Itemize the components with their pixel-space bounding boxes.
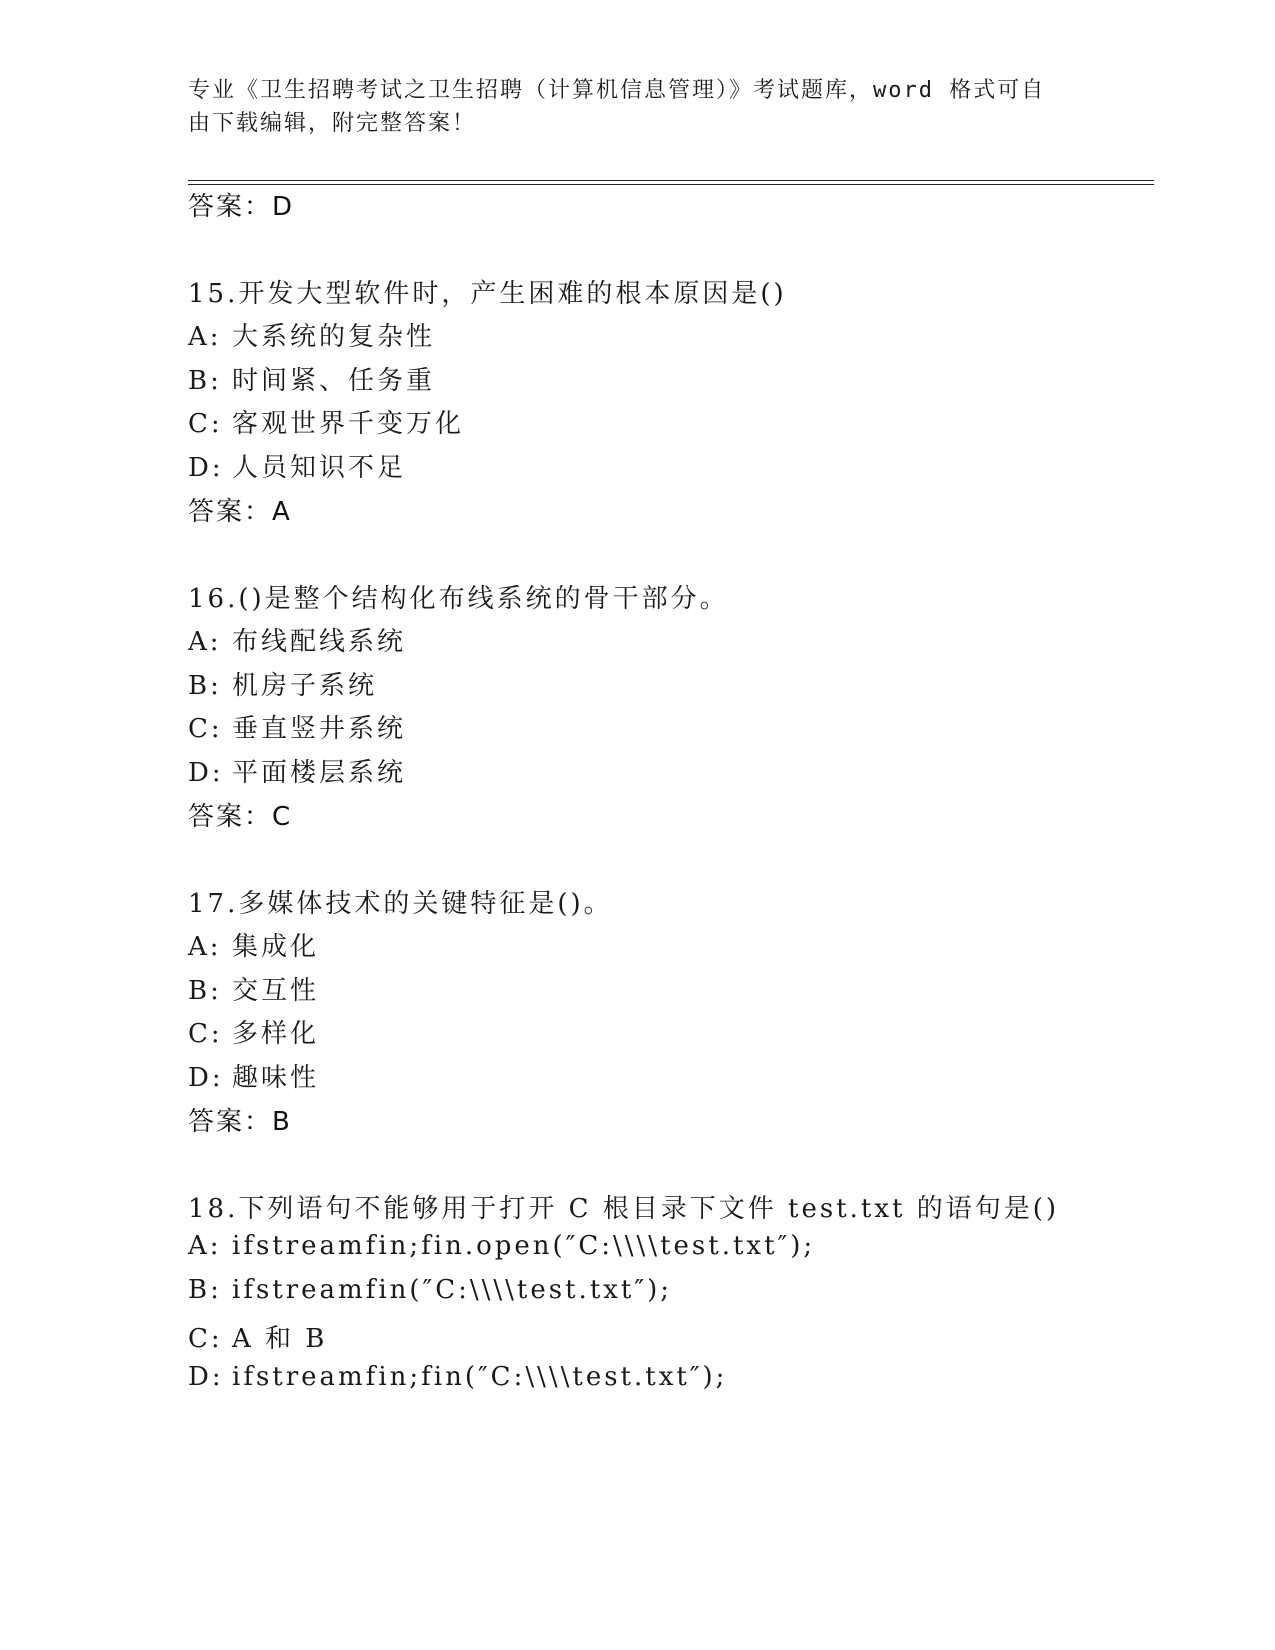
- question-17-option-d: [188, 1057, 319, 1094]
- option-text: ifstreamfin;fin.open(″C:\\\\test.txt″);: [232, 1231, 816, 1261]
- header-divider-top: [188, 180, 1154, 181]
- question-16-stem: 16.()是整个结构化布线系统的骨干部分。: [188, 584, 729, 614]
- previous-answer: 答案：D: [188, 192, 295, 222]
- question-15-stem: 15.开发大型软件时，产生困难的根本原因是(): [188, 279, 787, 309]
- option-text: 交互性: [232, 976, 320, 1006]
- option-letter: B:: [188, 366, 222, 396]
- option-letter: D:: [188, 453, 224, 483]
- option-text: 趣味性: [232, 1063, 320, 1093]
- question-16-answer: 答案：C: [188, 802, 293, 832]
- question-18-option-a: [188, 1231, 815, 1261]
- option-text: 布线配线系统: [232, 627, 407, 657]
- question-17-option-a: [188, 926, 319, 963]
- option-letter: B:: [188, 671, 222, 701]
- question-15-option-d: [188, 447, 406, 484]
- option-letter: A:: [188, 1231, 222, 1261]
- question-16-option-b: [188, 665, 377, 702]
- question-18-stem: 18.下列语句不能够用于打开 C 根目录下文件 test.txt 的语句是(): [188, 1194, 1060, 1224]
- option-letter: D:: [188, 1362, 224, 1392]
- question-16-option-d: [188, 752, 406, 789]
- option-text: 时间紧、任务重: [232, 366, 436, 396]
- option-text: ifstreamfin;fin(″C:\\\\test.txt″);: [232, 1362, 728, 1392]
- question-15-option-a: [188, 316, 435, 353]
- question-16-option-c: [188, 708, 406, 745]
- option-text: 机房子系统: [232, 671, 378, 701]
- option-letter: B:: [188, 976, 222, 1006]
- option-letter: D:: [188, 1063, 224, 1093]
- option-text: 垂直竖井系统: [232, 714, 407, 744]
- question-17-stem: 17.多媒体技术的关键特征是()。: [188, 889, 613, 919]
- question-15-option-c: [188, 403, 464, 440]
- question-18-option-c: [188, 1318, 327, 1355]
- question-17-answer: 答案：B: [188, 1107, 292, 1137]
- option-text: 大系统的复杂性: [232, 322, 436, 352]
- option-letter: C:: [188, 409, 223, 439]
- option-letter: A:: [188, 627, 222, 657]
- question-15-answer: 答案：A: [188, 497, 292, 527]
- question-17-option-c: [188, 1013, 319, 1050]
- question-18-option-b: [188, 1275, 672, 1305]
- question-17-option-b: [188, 970, 319, 1007]
- option-letter: A:: [188, 322, 222, 352]
- option-letter: C:: [188, 1324, 223, 1354]
- option-letter: A:: [188, 932, 222, 962]
- question-18-option-d: [188, 1362, 727, 1392]
- question-16-option-a: [188, 621, 406, 658]
- header-divider-bottom: [188, 184, 1154, 185]
- question-15-option-b: [188, 360, 435, 397]
- option-text: 多样化: [232, 1019, 320, 1049]
- option-text: 人员知识不足: [232, 453, 407, 483]
- option-letter: B:: [188, 1275, 222, 1305]
- option-letter: D:: [188, 758, 224, 788]
- document-header: 专业《卫生招聘考试之卫生招聘（计算机信息管理）》考试题库，word 格式可自由下载编辑，附完整答案！: [188, 78, 1046, 136]
- option-text: 平面楼层系统: [232, 758, 407, 788]
- option-text: A 和 B: [232, 1324, 328, 1354]
- option-text: 客观世界千变万化: [232, 409, 465, 439]
- option-text: 集成化: [232, 932, 320, 962]
- option-letter: C:: [188, 714, 223, 744]
- option-letter: C:: [188, 1019, 223, 1049]
- option-text: ifstreamfin(″C:\\\\test.txt″);: [232, 1275, 672, 1305]
